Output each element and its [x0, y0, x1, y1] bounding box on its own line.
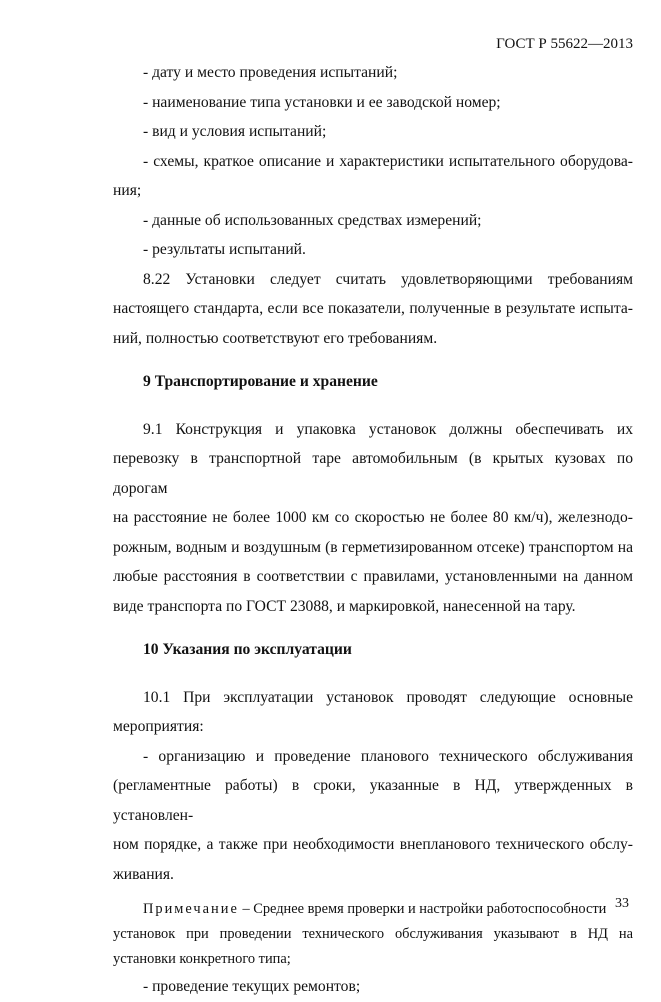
paragraph-8-22-line: 8.22 Установки следует считать удовлетворяющими требованиям: [143, 270, 633, 288]
list-item-continuation: ном порядке, а также при необходимости внепланового технического обслу-: [113, 836, 633, 853]
list-item: - проведение текущих ремонтов;: [143, 978, 361, 995]
list-item: - результаты испытаний.: [143, 241, 306, 258]
note-line: установок при проведении технического обслуживания указывают в НД на: [113, 926, 633, 942]
note-label: Примечание: [143, 901, 239, 917]
list-item: - данные об использованных средствах измерений;: [143, 211, 482, 229]
list-item-continuation: живания.: [113, 865, 174, 883]
paragraph-8-22-line: ний, полностью соответствуют его требованиям.: [113, 329, 438, 347]
list-item: - наименование типа установки и ее заводской номер;: [143, 93, 501, 111]
list-item-continuation: (регламентные работы) в сроки, указанные в НД, утвержденных в установлен-: [113, 777, 633, 824]
note: [113, 897, 633, 922]
section-10-heading: 10 Указания по эксплуатации: [143, 641, 352, 658]
paragraph-8-22-line: настоящего стандарта, если все показатели, полученные в результате испыта-: [113, 300, 633, 317]
document-header: ГОСТ Р 55622—2013: [496, 36, 633, 52]
list-item-continuation: ния;: [113, 182, 142, 199]
paragraph-9-1-line: на расстояние не более 1000 км со скоростью не более 80 км/ч), железнодо-: [113, 509, 633, 526]
paragraph-9-1-line: перевозку в транспортной таре автомобильным (в крытых кузовах по дорогам: [113, 450, 633, 497]
note-line: установки конкретного типа;: [113, 951, 291, 967]
list-item: - дату и место проведения испытаний;: [143, 64, 398, 81]
paragraph-9-1-line: 9.1 Конструкция и упаковка установок должны обеспечивать их: [143, 420, 633, 438]
paragraph-10-1-line: 10.1 При эксплуатации установок проводят следующие основные: [143, 688, 633, 706]
list-item: - организацию и проведение планового технического обслуживания: [143, 747, 633, 765]
paragraph-10-1-line: мероприятия:: [113, 718, 204, 735]
list-item: - вид и условия испытаний;: [143, 123, 327, 140]
page-content: [113, 58, 633, 1002]
paragraph-9-1-line: любые расстояния в соответствии с правилами, установленными на данном: [113, 568, 633, 585]
paragraph-9-1-line: виде транспорта по ГОСТ 23088, и маркировкой, нанесенной на тару.: [113, 597, 576, 615]
list-item: - схемы, краткое описание и характеристики испытательного оборудова-: [143, 152, 633, 170]
note-text: – Среднее время проверки и настройки работоспособности: [238, 901, 607, 917]
page-number: 33: [615, 896, 629, 911]
paragraph-9-1-line: рожным, водным и воздушным (в герметизированном отсеке) транспортом на: [113, 538, 633, 556]
section-9-heading: 9 Транспортирование и хранение: [143, 373, 378, 390]
